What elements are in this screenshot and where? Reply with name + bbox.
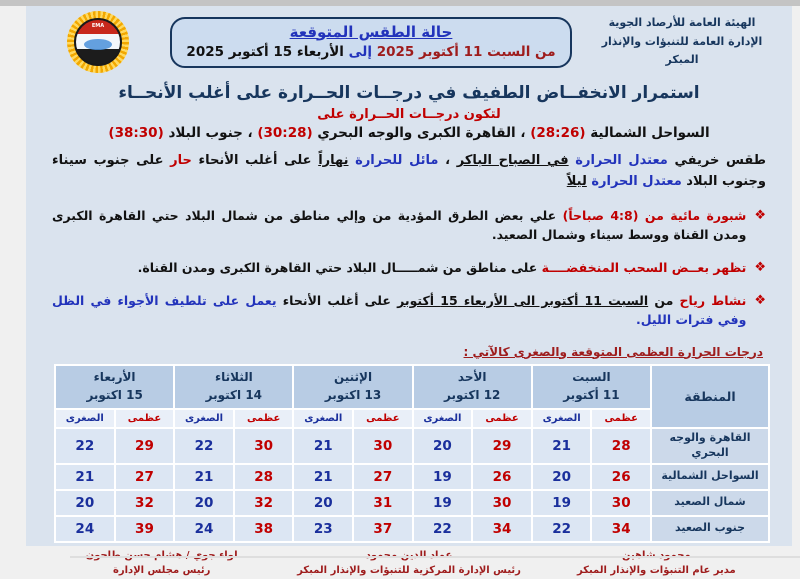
document-header: [38, 12, 780, 72]
min-temp-cell: 19: [413, 464, 473, 490]
signature-director: [533, 548, 780, 579]
day-date: 14 اكتوبر: [205, 387, 263, 402]
min-temp-cell: 21: [55, 464, 115, 490]
max-temp-cell: 31: [353, 490, 413, 516]
max-temp-cell: 29: [115, 428, 175, 464]
text-segment: في الصباح الباكر: [456, 153, 569, 168]
text-segment: (28:26): [530, 125, 586, 141]
text-segment: ليلاً: [566, 174, 587, 190]
min-temp-cell: 22: [174, 428, 234, 464]
text-segment: من: [648, 292, 680, 308]
min-temp-cell: 22: [55, 428, 115, 464]
region-cell: السواحل الشمالية: [651, 464, 769, 490]
text-segment: مائل للحرارة: [348, 153, 439, 168]
text-segment: (38:30): [108, 125, 164, 141]
table-row: [55, 516, 769, 542]
bullet-diamond-icon: ❖: [754, 292, 766, 308]
ema-logo-core: [74, 18, 122, 66]
text-segment: على مناطق من شمـــــال البلاد حتي القاهرة الكبرى ومدن القناة.: [137, 259, 542, 275]
day-date: 13 اكتوبر: [324, 387, 382, 402]
day-name: السبت: [572, 370, 611, 385]
text-segment: شبورة مائية من (4:8 صباحاً): [562, 207, 747, 223]
max-temp-cell: 30: [234, 428, 294, 464]
table-row: [55, 490, 769, 516]
max-temp-cell: 26: [591, 464, 651, 490]
day-header-5: [55, 365, 174, 409]
max-temp-cell: 26: [472, 464, 532, 490]
max-temp-cell: 34: [591, 516, 651, 542]
ema-sun-logo-icon: [67, 11, 129, 73]
day-header-4: [174, 365, 293, 409]
text-segment: معتدل الحرارة: [568, 153, 668, 168]
min-temp-cell: 20: [55, 490, 115, 516]
min-temp-cell: 22: [532, 516, 592, 542]
min-temp-cell: 20: [532, 464, 592, 490]
min-subheader: الصغرى: [413, 409, 473, 428]
day-header-3: [293, 365, 412, 409]
signature-title: رئيس الإدارة المركزية للتنبؤات والإنذار المبكر: [297, 565, 521, 577]
min-temp-cell: 20: [293, 490, 353, 516]
cloud-icon: [84, 39, 112, 50]
org-line-2: الإدارة العامة للتنبؤات والإنذار المبكر: [601, 34, 763, 67]
bullet-text: [52, 291, 746, 330]
min-temp-cell: 24: [174, 516, 234, 542]
day-name: الأحد: [457, 370, 487, 385]
max-temp-cell: 32: [115, 490, 175, 516]
text-segment: السبت 11 أكتوبر الى الأربعاء 15 أكتوبر: [397, 292, 649, 308]
text-segment: نهاراً: [318, 153, 349, 168]
main-headline: استمرار الانخفــاض الطفيف في درجــات الحــرارة على أغلب الأنحــاء: [118, 83, 700, 103]
signature-title: رئيس مجلس الإدارة: [112, 565, 211, 577]
bullet-item-1: [52, 206, 766, 245]
max-temp-cell: 29: [472, 428, 532, 464]
max-temp-cell: 27: [353, 464, 413, 490]
max-temp-cell: 30: [353, 428, 413, 464]
min-subheader: الصغرى: [174, 409, 234, 428]
table-caption: درجات الحرارة العظمى المتوقعة والصغرى كالآتي :: [463, 344, 763, 359]
table-row: [55, 428, 769, 464]
text-segment: ، القاهرة الكبرى والوجه البحري: [312, 125, 531, 141]
max-temp-cell: 28: [591, 428, 651, 464]
text-segment: من السبت 11 أكتوبر 2025: [372, 43, 556, 60]
text-segment: علي بعض الطرق المؤدية من وإلي مناطق من شمال البلاد حتي القاهرة الكبرى ومدن القناة ووسط سيناء وشمال الصعيد.: [52, 207, 747, 243]
max-temp-cell: 30: [472, 490, 532, 516]
min-temp-cell: 20: [174, 490, 234, 516]
bullet-list: [52, 206, 766, 330]
max-subheader: عظمى: [234, 409, 294, 428]
title-box: [170, 17, 572, 68]
org-line-1: الهيئة العامة للأرصاد الجوية: [608, 15, 756, 29]
text-segment: على جنوب سيناء وجنوب البلاد: [52, 153, 766, 190]
max-temp-cell: 34: [472, 516, 532, 542]
min-temp-cell: 22: [413, 516, 473, 542]
day-name: الثلاثاء: [214, 370, 253, 385]
bullet-text: [138, 258, 747, 278]
text-segment: يعمل على تلطيف الأجواء في الظل وفي فترات الليل.: [52, 292, 747, 328]
text-segment: معتدل الحرارة: [586, 174, 682, 190]
max-temp-cell: 37: [353, 516, 413, 542]
day-date: 15 اكتوبر: [86, 387, 143, 402]
table-row: [55, 464, 769, 490]
bullet-text: [52, 206, 746, 245]
text-segment: على أغلب الأنحاء: [276, 292, 398, 308]
text-segment: ،: [438, 153, 457, 168]
bullet-diamond-icon: ❖: [754, 259, 766, 275]
document-title: حالة الطقس المتوقعة: [289, 22, 453, 41]
min-temp-cell: 20: [413, 428, 473, 464]
bullet-item-3: [52, 291, 766, 330]
text-segment: الأربعاء 15 أكتوبر 2025: [186, 43, 349, 60]
text-segment: حار: [170, 153, 192, 168]
logo-container: [38, 11, 158, 73]
page-bottom-divider: [70, 556, 800, 558]
signatures-row: [38, 548, 780, 579]
max-subheader: عظمى: [353, 409, 413, 428]
min-temp-cell: 21: [532, 428, 592, 464]
ema-logo-text: EMA: [91, 23, 105, 29]
min-temp-cell: 19: [413, 490, 473, 516]
signature-title: مدير عام التنبؤات والإنذار المبكر: [576, 565, 736, 577]
text-segment: إلى: [348, 43, 372, 60]
text-segment: (30:28): [257, 125, 313, 141]
day-date: 12 اكتوبر: [444, 387, 501, 402]
min-temp-cell: 23: [293, 516, 353, 542]
max-temp-cell: 32: [234, 490, 294, 516]
max-subheader: عظمى: [115, 409, 175, 428]
max-subheader: عظمى: [472, 409, 532, 428]
max-temp-cell: 38: [234, 516, 294, 542]
max-subheader: عظمى: [591, 409, 651, 428]
day-name: الأربعاء: [93, 370, 136, 385]
text-segment: ، جنوب البلاد: [163, 125, 258, 141]
signature-board-chairman: [38, 548, 285, 579]
min-temp-cell: 21: [174, 464, 234, 490]
min-temp-cell: 21: [293, 428, 353, 464]
text-segment: على أغلب الأنحاء: [191, 153, 319, 168]
date-range: [182, 44, 560, 60]
temperature-ranges-line: [38, 125, 780, 141]
max-temp-cell: 27: [115, 464, 175, 490]
text-segment: نشاط رياح: [679, 292, 747, 308]
day-header-2: [413, 365, 532, 409]
text-segment: طقس خريفي: [667, 153, 766, 168]
min-subheader: الصغرى: [293, 409, 353, 428]
region-cell: القاهرة والوجه البحري: [651, 428, 769, 464]
sub-headline: لتكون درجــات الحــرارة على: [317, 107, 501, 122]
max-temp-cell: 28: [234, 464, 294, 490]
min-temp-cell: 19: [532, 490, 592, 516]
region-cell: شمال الصعيد: [651, 490, 769, 516]
day-name: الإثنين: [333, 370, 373, 385]
text-segment: السواحل الشمالية: [585, 125, 710, 141]
max-temp-cell: 39: [115, 516, 175, 542]
day-header-1: [532, 365, 651, 409]
weather-description-paragraph: [52, 150, 766, 193]
region-cell: جنوب الصعيد: [651, 516, 769, 542]
weather-bulletin-document: [26, 6, 792, 577]
bullet-item-2: [52, 258, 766, 278]
min-temp-cell: 24: [55, 516, 115, 542]
min-temp-cell: 21: [293, 464, 353, 490]
region-column-header: المنطقة: [651, 365, 769, 428]
organization-name: [584, 14, 780, 70]
signature-central-admin-head: [285, 548, 532, 579]
min-subheader: الصغرى: [55, 409, 115, 428]
day-date: 11 أكتوبر: [563, 387, 620, 402]
temperature-table: [54, 364, 770, 543]
min-subheader: الصغرى: [532, 409, 592, 428]
max-temp-cell: 30: [591, 490, 651, 516]
text-segment: تظهر بعــض السحب المنخفضــــة: [541, 259, 747, 275]
bullet-diamond-icon: ❖: [754, 207, 766, 223]
